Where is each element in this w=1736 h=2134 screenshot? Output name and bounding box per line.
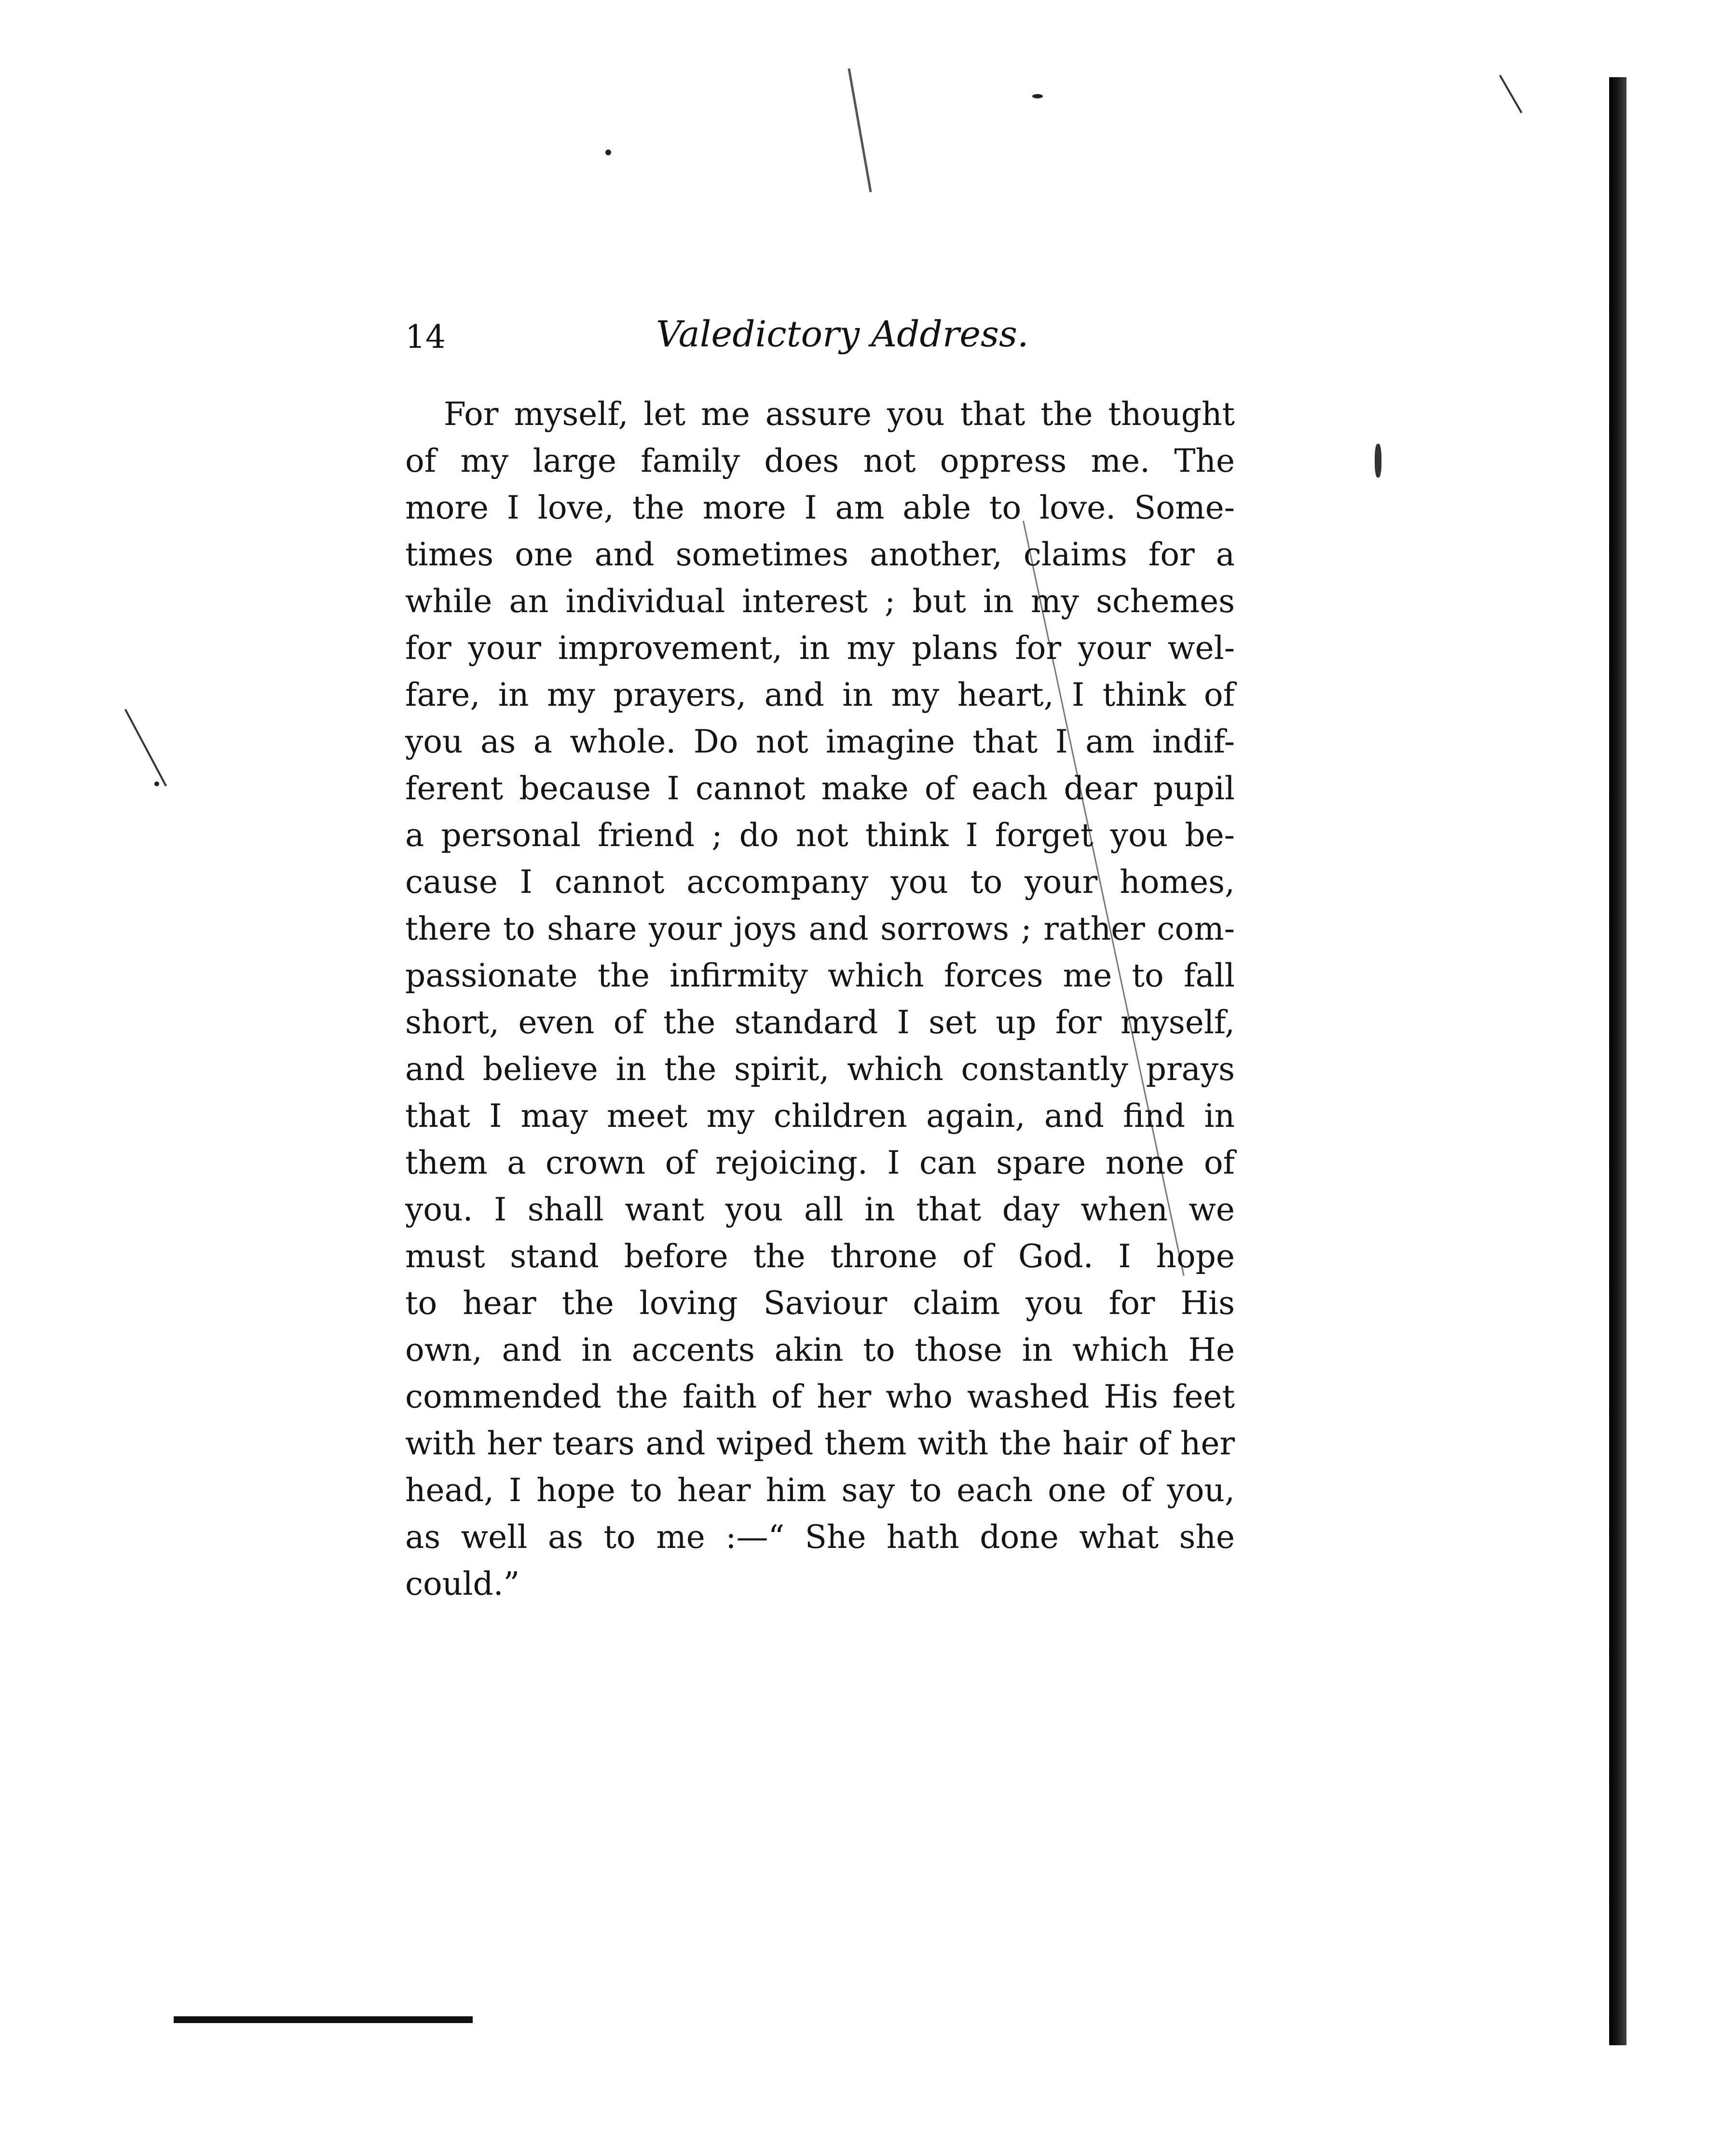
text-line: you. I shall want you all in that day when we [405, 1191, 1235, 1228]
text-line: commended the faith of her who washed His feet [405, 1378, 1235, 1415]
text-line: them a crown of rejoicing. I can spare none of [405, 1144, 1235, 1181]
text-line: head, I hope to hear him say to each one of you, [405, 1472, 1235, 1509]
running-title: Valedictory Address. [656, 314, 1029, 355]
dust-speck [154, 781, 159, 786]
text-line: must stand before the throne of God. I hope [405, 1238, 1235, 1275]
bottom-scan-rule [174, 2016, 473, 2023]
text-line: times one and sometimes another, claims for a [405, 536, 1235, 573]
fold-crease [847, 68, 872, 192]
body-paragraph [405, 391, 1235, 1607]
text-line: for your improvement, in my plans for your wel- [405, 629, 1235, 667]
page-number: 14 [405, 318, 446, 356]
text-line: while an individual interest ; but in my schemes [405, 583, 1235, 620]
text-line: cause I cannot accompany you to your homes, [405, 863, 1235, 901]
fold-crease [124, 709, 167, 787]
fold-crease [1499, 75, 1522, 113]
text-line: to hear the loving Saviour claim you for His [405, 1285, 1235, 1322]
text-line: and believe in the spirit, which constantly prays [405, 1051, 1235, 1088]
text-line: there to share your joys and sorrows ; rather com- [405, 910, 1235, 947]
text-line: passionate the infirmity which forces me to fall [405, 957, 1235, 994]
text-line: ferent because I cannot make of each dear pupil [405, 770, 1235, 807]
text-line: as well as to me :—“ She hath done what she [405, 1518, 1235, 1556]
page-header [405, 309, 1235, 371]
text-line: fare, in my prayers, and in my heart, I think of [405, 676, 1235, 713]
text-line: a personal friend ; do not think I forget you be- [405, 817, 1235, 854]
dust-speck [1032, 94, 1043, 98]
text-line: with her tears and wiped them with the hair of her [405, 1425, 1235, 1462]
text-line: you as a whole. Do not imagine that I am indif- [405, 723, 1235, 760]
dust-speck [1375, 444, 1381, 478]
text-line: short, even of the standard I set up for myself, [405, 1004, 1235, 1041]
binding-shadow [1609, 77, 1627, 2045]
text-line: more I love, the more I am able to love. Some- [405, 489, 1235, 526]
text-line: that I may meet my children again, and find in [405, 1097, 1235, 1135]
dust-speck [605, 150, 611, 155]
text-line: own, and in accents akin to those in which He [405, 1331, 1235, 1368]
text-line: could.” [405, 1565, 520, 1602]
text-line: of my large family does not oppress me. The [405, 442, 1235, 479]
text-line: For myself, let me assure you that the thought [444, 396, 1235, 433]
